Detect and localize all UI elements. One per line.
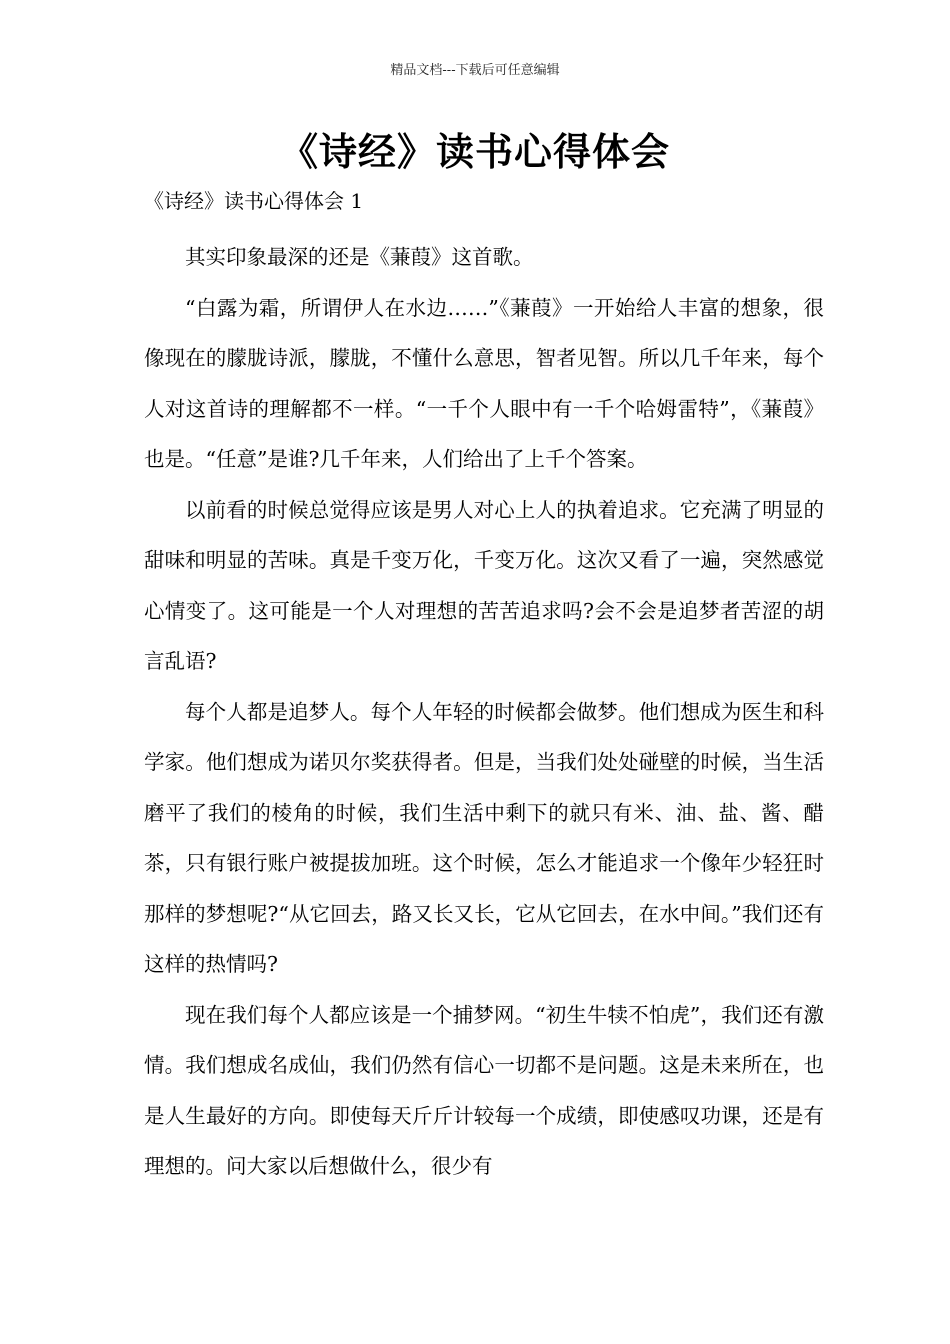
- header-note: 精品文档---下载后可任意编辑: [390, 63, 560, 78]
- body-text: [144, 232, 824, 1192]
- paragraph-3: 以前看的时候总觉得应该是男人对心上人的执着追求。它充满了明显的甜味和明显的苦味。真是千变万化，千变万化。这次又看了一遍，突然感觉心情变了。这可能是一个人对理想的苦苦追求吗?会不会是追梦者苦涩的胡言乱语?: [144, 497, 824, 673]
- section-subtitle: 《诗经》读书心得体会 1: [144, 189, 364, 213]
- paragraph-4: 每个人都是追梦人。每个人年轻的时候都会做梦。他们想成为医生和科学家。他们想成为诺贝尔奖获得者。但是，当我们处处碰壁的时候，当生活磨平了我们的棱角的时候，我们生活中剩下的就只有米、油、盐、酱、醋茶，只有银行账户被提拔加班。这个时候，怎么才能追求一个像年少轻狂时那样的梦想呢?“从它回去，路又长又长，它从它回去，在水中间。”我们还有这样的热情吗?: [144, 699, 824, 976]
- paragraph-2: “白露为霜，所谓伊人在水边……”《蒹葭》一开始给人丰富的想象，很像现在的朦胧诗派，朦胧，不懂什么意思，智者见智。所以几千年来，每个人对这首诗的理解都不一样。“一千个人眼中有一千个哈姆雷特”，《蒹葭》也是。“任意”是谁?几千年来，人们给出了上千个答案。: [144, 295, 824, 471]
- paragraph-1: 其实印象最深的还是《蒹葭》这首歌。: [185, 245, 534, 269]
- document-title: 《诗经》读书心得体会: [279, 130, 670, 174]
- paragraph-5: 现在我们每个人都应该是一个捕梦网。“初生牛犊不怕虎”，我们还有激情。我们想成名成仙，我们仍然有信心一切都不是问题。这是未来所在，也是人生最好的方向。即使每天斤斤计较每一个成绩，即使感叹功课，还是有理想的。问大家以后想做什么，很少有: [144, 1002, 824, 1178]
